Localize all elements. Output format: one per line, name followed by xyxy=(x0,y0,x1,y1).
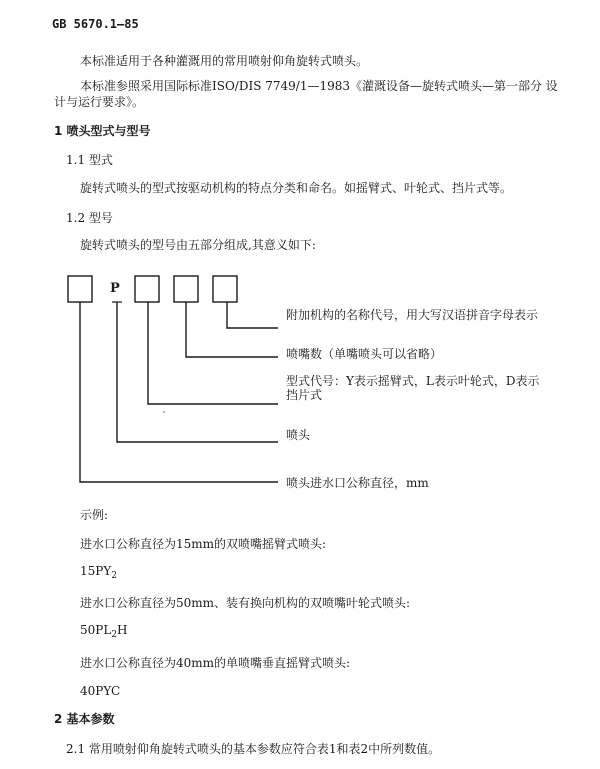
example-2-text: 进水口公称直径为50mm、装有换向机构的双喷嘴叶轮式喷头: xyxy=(80,596,411,610)
box-nozzle-count xyxy=(174,276,198,302)
box-extra-mechanism xyxy=(213,276,237,302)
diagram-label-nozzle-count: 喷嘴数（单嘴喷头可以省略） xyxy=(286,347,443,361)
section-1-title: 1 喷头型式与型号 xyxy=(54,124,151,138)
intro-paragraph-2-line-2: 计与运行要求》。 xyxy=(54,95,145,109)
section-1-2-text: 旋转式喷头的型号由五部分组成,其意义如下: xyxy=(80,238,316,252)
example-3-text: 进水口公称直径为40mm的单喷嘴垂直摇臂式喷头: xyxy=(80,656,351,670)
p-letter: P xyxy=(110,281,120,296)
intro-paragraph-2-line-1: 本标准参照采用国际标准ISO/DIS 7749/1—1983《灌溉设备—旋转式喷头—第一部分 设 xyxy=(80,79,558,93)
leader-line-5 xyxy=(80,302,278,482)
section-2-1-text: 2.1 常用喷射仰角旋转式喷头的基本参数应符合表1和表2中所列数值。 xyxy=(66,742,441,756)
section-2-title: 2 基本参数 xyxy=(54,712,115,726)
example-3-code: 40PYC xyxy=(80,684,121,698)
diagram-label-sprinkler: 喷头 xyxy=(286,428,311,442)
section-1-1-text: 旋转式喷头的型式按驱动机构的特点分类和命名。如摇臂式、叶轮式、挡片式等。 xyxy=(80,181,513,195)
leader-line-4 xyxy=(117,302,278,442)
intro-paragraph-1: 本标准适用于各种灌溉用的常用喷射仰角旋转式喷头。 xyxy=(80,54,369,68)
leader-line-1 xyxy=(227,302,278,328)
section-1-2-title: 1.2 型号 xyxy=(66,211,113,225)
diagram-label-type-code-line-1: 型式代号：Y表示摇臂式，L表示叶轮式，D表示 xyxy=(286,374,540,388)
diagram-label-extra-mechanism: 附加机构的名称代号，用大写汉语拼音字母表示 xyxy=(286,308,539,322)
box-inlet-diameter xyxy=(68,276,92,302)
leader-line-2 xyxy=(186,302,278,357)
box-type-code xyxy=(135,276,159,302)
leader-line-3 xyxy=(148,302,278,404)
example-1-text: 进水口公称直径为15mm的双喷嘴摇臂式喷头: xyxy=(80,537,327,551)
diagram-label-inlet-diameter: 喷头进水口公称直径，mm xyxy=(286,476,429,490)
diagram-label-type-code-line-2: 挡片式 xyxy=(286,388,323,402)
examples-intro: 示例: xyxy=(80,508,109,522)
example-2-code: $50PL_2H$ xyxy=(80,623,128,640)
section-1-1-title: 1.1 型式 xyxy=(66,153,113,167)
example-1-code: $15PY_2$ xyxy=(80,564,117,581)
document-code: GB 5670.1—85 xyxy=(52,17,139,31)
